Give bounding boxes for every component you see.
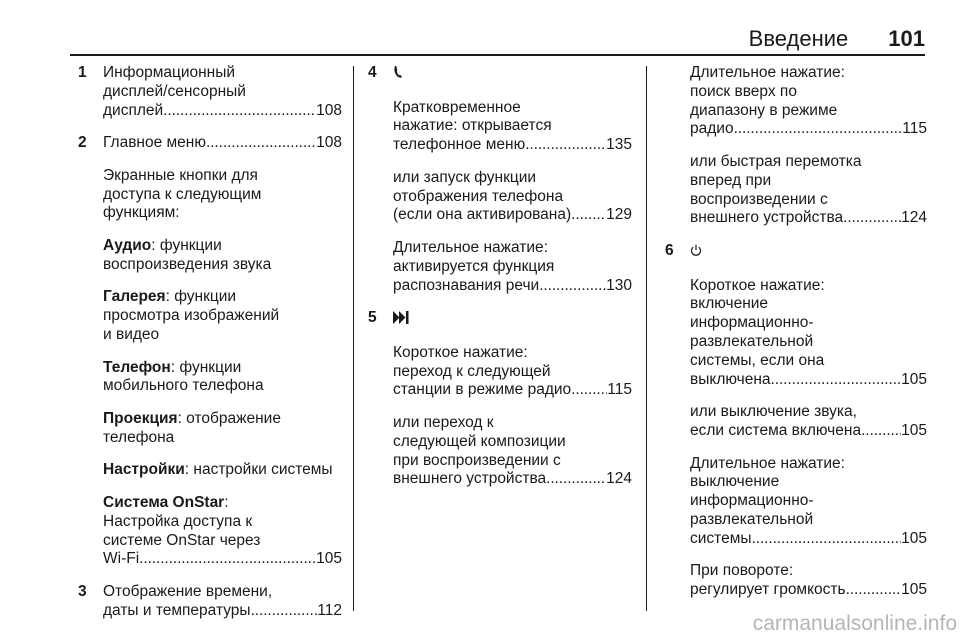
skip-next-icon	[393, 311, 409, 330]
page-ref[interactable]: 112	[317, 601, 342, 619]
section-title: Введение	[748, 26, 849, 51]
text-line: переход к следующей	[393, 362, 551, 380]
item-number: 1	[78, 64, 87, 81]
page-ref[interactable]: 124	[901, 209, 927, 227]
toc-entry[interactable]: радио . . . 115	[690, 120, 927, 139]
text-line: воспроизведении с	[690, 190, 828, 208]
toc-entry[interactable]: системы . . . 105	[690, 530, 927, 549]
text-line: Настройка доступа к	[103, 512, 253, 530]
text-line: Информационный	[103, 64, 236, 81]
watermark: carmanualsonline.info	[752, 612, 957, 635]
text-line: развлекательной	[690, 510, 814, 528]
text-line: Длительное нажатие:	[690, 64, 845, 81]
page-ref[interactable]: 105	[901, 581, 927, 599]
text-line: Длительное нажатие:	[393, 238, 548, 256]
page-ref[interactable]: 105	[316, 550, 342, 568]
toc-entry[interactable]: регулирует громкость . . . 105	[690, 581, 927, 600]
column-divider-1	[353, 66, 354, 611]
toc-entry[interactable]: внешнего устройства . . . 124	[690, 209, 927, 228]
text-line: нажатие: открывается	[393, 117, 552, 135]
column-1	[78, 64, 342, 634]
column-3	[665, 64, 927, 614]
page-ref[interactable]: 108	[316, 134, 342, 152]
term-phone: Телефон	[103, 358, 171, 376]
text-line: Короткое нажатие:	[393, 343, 528, 361]
text-line: при воспроизведении с	[393, 451, 561, 469]
legend-item-3	[78, 583, 342, 621]
text-line: выключение	[690, 473, 780, 491]
text-line: Длительное нажатие:	[690, 454, 845, 472]
term-projection: Проекция	[103, 409, 178, 427]
text-line: или переход к	[393, 413, 494, 431]
page-ref[interactable]: 105	[901, 529, 927, 547]
page-ref[interactable]: 129	[606, 206, 632, 224]
text-line: функциям:	[103, 204, 180, 222]
text-line: информационно-	[690, 314, 814, 332]
text-line: поиск вверх по	[690, 82, 797, 100]
text-line: системы, если она	[690, 351, 825, 369]
text-line: мобильного телефона	[103, 377, 264, 395]
toc-entry[interactable]: распознавания речи . . . 130	[393, 277, 632, 296]
term-gallery: Галерея	[103, 288, 166, 306]
text-line: или выключение звука,	[690, 403, 857, 421]
term-onstar: Система OnStar	[103, 493, 225, 511]
text-line: или запуск функции	[393, 168, 537, 186]
column-2	[368, 64, 632, 503]
power-icon	[690, 244, 702, 263]
page-ref[interactable]: 108	[316, 101, 342, 119]
legend-item-1	[78, 64, 342, 120]
toc-entry[interactable]: даты и температуры . . . 112	[103, 602, 342, 621]
legend-item-5	[368, 309, 632, 489]
page-ref[interactable]: 130	[606, 276, 632, 294]
page-ref[interactable]: 124	[606, 470, 632, 488]
text-line: активируется функция	[393, 257, 555, 275]
text-line: просмотра изображений	[103, 307, 280, 325]
header-rule	[70, 54, 925, 56]
text-line: Кратковременное	[393, 98, 521, 116]
text-line: воспроизведения звука	[103, 255, 272, 273]
text-line: телефона	[103, 428, 175, 446]
item-number: 3	[78, 582, 87, 600]
text-line: диапазону в режиме	[690, 101, 838, 119]
text-line: отображения телефона	[393, 187, 564, 205]
page-ref[interactable]: 115	[607, 381, 632, 399]
text-line: При повороте:	[690, 562, 794, 580]
text-line: Короткое нажатие:	[690, 276, 825, 294]
page-number: 101	[888, 26, 925, 51]
item-number: 6	[665, 241, 674, 259]
text-line: включение	[690, 295, 769, 313]
item-number: 2	[78, 134, 87, 152]
page-ref[interactable]: 115	[902, 120, 927, 138]
toc-entry[interactable]: дисплей . . . 108	[103, 102, 342, 121]
page-ref[interactable]: 105	[901, 370, 927, 388]
term-audio: Аудио	[103, 236, 152, 254]
toc-entry[interactable]: станции в режиме радио . . . 115	[393, 381, 632, 400]
toc-entry[interactable]: выключена . . . 105	[690, 371, 927, 390]
toc-entry[interactable]: (если она активирована) . . . 129	[393, 206, 632, 225]
toc-entry[interactable]: если система включена . . . 105	[690, 422, 927, 441]
text-line: системе OnStar через	[103, 531, 261, 549]
toc-entry[interactable]: Главное меню . . . 108	[103, 134, 342, 153]
term-settings: Настройки	[103, 461, 185, 479]
text-line: развлекательной	[690, 332, 814, 350]
text-line: Отображение времени,	[103, 582, 273, 600]
text-line: или быстрая перемотка	[690, 152, 862, 170]
toc-entry[interactable]: внешнего устройства . . . 124	[393, 470, 632, 489]
legend-item-2: 2 Главное меню . . . 108 Экранные кнопки для доступа к следующим функциям: Аудио: функции воспроизведения звука Галерея: функции просмотра изображений и видео Телефон: функции мобильного телефона Проекция: отображение телефона Настройки: настройки системы Система OnStar: Настройка доступа к системе OnStar через Wi-Fi . . . 105	[78, 134, 342, 569]
page-ref[interactable]: 105	[901, 421, 927, 439]
text-line: вперед при	[690, 171, 772, 189]
item-number: 5	[368, 309, 377, 327]
legend-item-4	[368, 64, 632, 295]
column-divider-2	[646, 66, 647, 611]
text-line: следующей композиции	[393, 432, 566, 450]
toc-entry[interactable]: Wi-Fi . . . 105	[103, 550, 342, 569]
legend-item-5-continued	[665, 64, 927, 228]
page-ref[interactable]: 135	[606, 136, 632, 154]
text-line: доступа к следующим	[103, 185, 262, 203]
text-line: информационно-	[690, 492, 814, 510]
item-number: 4	[368, 64, 377, 81]
text-line: и видео	[103, 325, 160, 343]
text-line: дисплей/сенсорный	[103, 82, 246, 100]
text-line: Экранные кнопки для	[103, 166, 258, 184]
legend-item-6	[665, 242, 927, 600]
toc-entry[interactable]: телефонное меню . . . 135	[393, 136, 632, 155]
phone-handset-icon	[393, 65, 403, 85]
page-header	[0, 26, 925, 56]
